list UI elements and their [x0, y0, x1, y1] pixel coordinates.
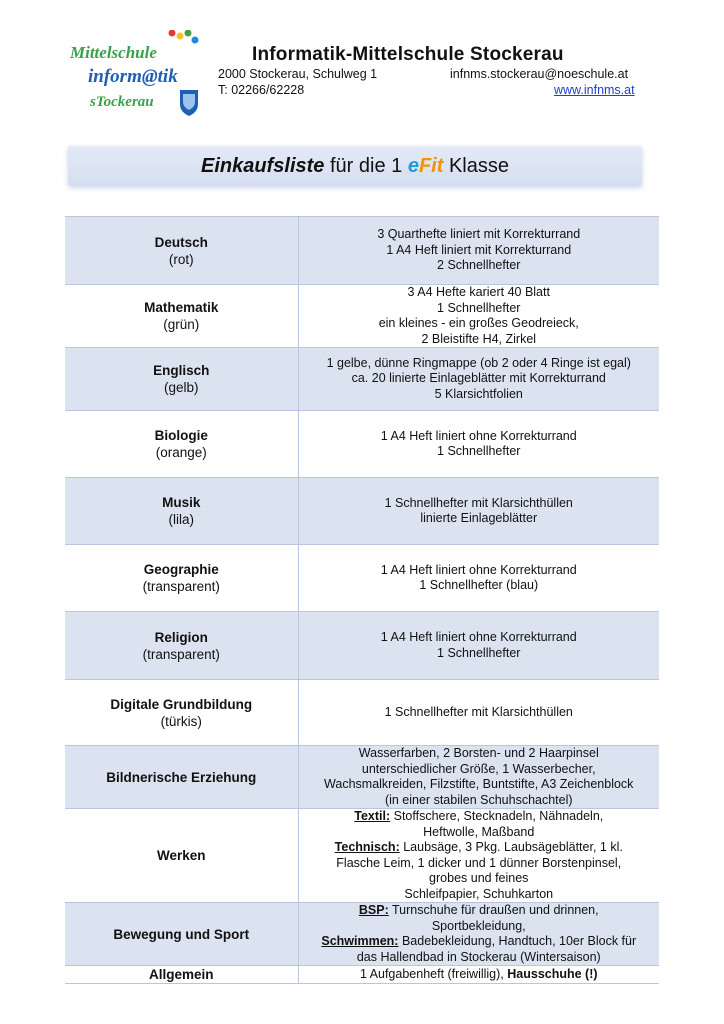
subject-cell: Bewegung und Sport: [65, 903, 298, 966]
items-cell: 1 Aufgabenheft (freiwillig), Hausschuhe (!): [298, 966, 659, 984]
table-row: [65, 746, 659, 809]
items-cell: 1 A4 Heft liniert ohne Korrekturrand 1 Schnellhefter (blau): [298, 545, 659, 612]
school-email: infnms.stockerau@noeschule.at: [450, 67, 629, 81]
table-row: [65, 966, 659, 984]
subject-cell: Bildnerische Erziehung: [65, 746, 298, 809]
school-website-link[interactable]: www.infnms.at: [554, 83, 635, 97]
subject-cell: Allgemein: [65, 966, 298, 984]
table-row: [65, 217, 659, 285]
subject-cell: Englisch (gelb): [65, 348, 298, 411]
subject-cell: Biologie (orange): [65, 411, 298, 478]
subject-cell: Mathematik (grün): [65, 285, 298, 348]
table-row: [65, 545, 659, 612]
page-title: [68, 155, 642, 178]
items-cell: 1 Schnellhefter mit Klarsichthüllen: [298, 680, 659, 746]
items-cell: Wasserfarben, 2 Borsten- und 2 Haarpinsel unterschiedlicher Größe, 1 Wasserbecher, Wachsmalkreiden, Filzstifte, Buntstifte, A3 Zeichenblock (in einer stabilen Schuhschachtel): [298, 746, 659, 809]
logo-line-3: sTockerau: [90, 94, 154, 110]
items-cell: Textil: Stoffschere, Stecknadeln, Nähnadeln, Heftwolle, Maßband Technisch: Laubsäge, 3 Pkg. Laubsägeblätter, 1 kl. Flasche Leim, 1 dicker und 1 dünner Borstenpinsel, grobes und feines Schleifpapier, Schuhkarton: [298, 809, 659, 903]
subject-cell: Musik (lila): [65, 478, 298, 545]
school-phone: T: 02266/62228: [218, 83, 305, 97]
supply-list-table: [65, 216, 659, 984]
subject-cell: Geographie (transparent): [65, 545, 298, 612]
logo-line-1: Mittelschule: [70, 43, 157, 62]
school-logo: [68, 30, 208, 122]
title-klasse: Klasse: [448, 155, 509, 177]
table-row: [65, 612, 659, 680]
items-cell: 3 A4 Hefte kariert 40 Blatt 1 Schnellhefter ein kleines - ein großes Geodreieck, 2 Bleistifte H4, Zirkel: [298, 285, 659, 348]
items-cell: 1 A4 Heft liniert ohne Korrekturrand 1 Schnellhefter: [298, 411, 659, 478]
table-row: [65, 348, 659, 411]
title-einkaufsliste: Einkaufsliste: [201, 155, 325, 177]
items-cell: 3 Quarthefte liniert mit Korrekturrand 1 A4 Heft liniert mit Korrekturrand 2 Schnellhefter: [298, 217, 659, 285]
table-row: [65, 809, 659, 903]
school-name: Informatik-Mittelschule Stockerau: [252, 44, 564, 65]
logo-line-2: inform@tik: [88, 66, 178, 87]
table-row: [65, 903, 659, 966]
subject-cell: Werken: [65, 809, 298, 903]
title-middle: für die 1: [329, 155, 403, 177]
title-banner: [68, 146, 642, 186]
items-cell: 1 gelbe, dünne Ringmappe (ob 2 oder 4 Ringe ist egal) ca. 20 linierte Einlageblätter mit Korrekturrand 5 Klarsichtfolien: [298, 348, 659, 411]
subject-cell: Digitale Grundbildung (türkis): [65, 680, 298, 746]
efit-brand: eFit: [407, 155, 444, 177]
items-cell: 1 A4 Heft liniert ohne Korrekturrand 1 Schnellhefter: [298, 612, 659, 680]
subject-cell: Deutsch (rot): [65, 217, 298, 285]
school-address: 2000 Stockerau, Schulweg 1: [218, 67, 378, 81]
table-row: [65, 680, 659, 746]
table-row: [65, 285, 659, 348]
subject-cell: Religion (transparent): [65, 612, 298, 680]
table-row: [65, 478, 659, 545]
items-cell: BSP: Turnschuhe für draußen und drinnen, Sportbekleidung, Schwimmen: Badebekleidung, Handtuch, 10er Block für das Hallendbad in Stockerau (Wintersaison): [298, 903, 659, 966]
table-row: [65, 411, 659, 478]
items-cell: 1 Schnellhefter mit Klarsichthüllen linierte Einlageblätter: [298, 478, 659, 545]
